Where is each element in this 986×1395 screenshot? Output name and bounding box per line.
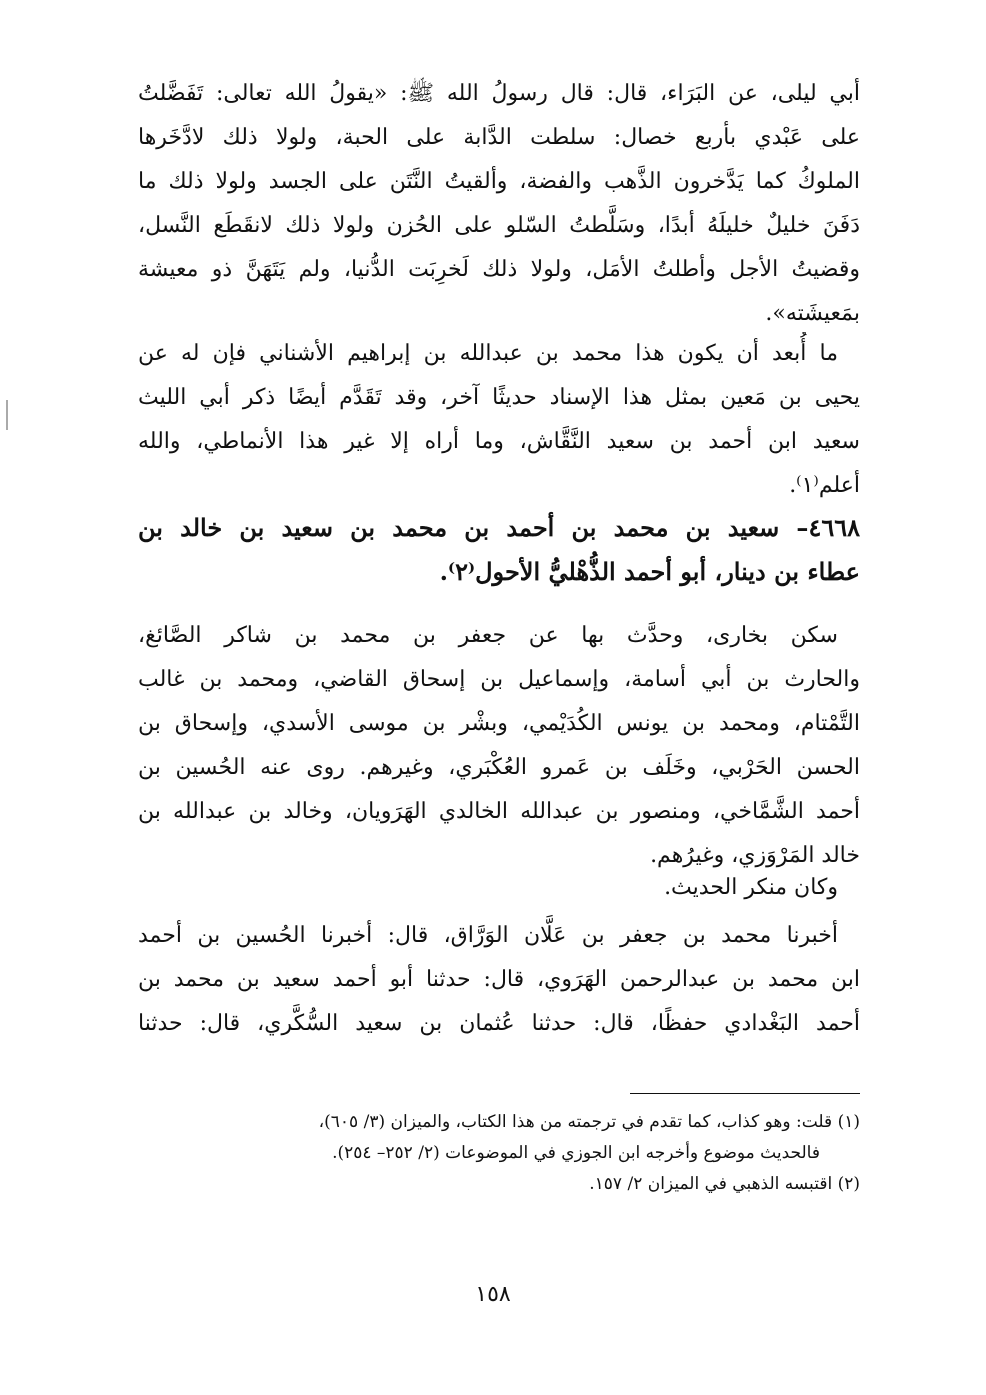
text-line: أحمد البَغْدادي حفظًا، قال: حدثنا عُثمان بن سعيد السُّكَّري، قال: حدثنا (138, 1011, 860, 1036)
footnote-text: اقتبسه الذهبي في الميزان ٢/ ١٥٧. (589, 1174, 833, 1194)
footnote-text: قلت: وهو كذاب، كما تقدم في ترجمته من هذا الكتاب، والميزان (٣/ ٦٠٥)، (318, 1112, 833, 1132)
biography-paragraph (138, 614, 860, 878)
text-line: أعلم⁽١⁾. (789, 473, 860, 498)
scan-margin-mark (6, 400, 8, 430)
text-line: أبي ليلى، عن البَرَاء، قال: قال رسولُ الله ﷺ: «يقولُ الله تعالى: تَفَضَّلتُ (138, 81, 860, 106)
footnote-separator (630, 1093, 860, 1094)
text-line: سعيد ابن أحمد بن سعيد النَّقَّاش، وما أراه إلا غير هذا الأنماطي، والله (138, 429, 860, 454)
footnote-marker: (٢) (837, 1174, 860, 1194)
text-line: على عَبْدي بأربع خصال: سلطت الدَّابة على الحبة، ولولا ذلك لادَّخَرها (138, 125, 860, 150)
text-line: دَفَنَ خليلٌ خليلَهُ أبدًا، وسَلَّطتُ السّلو على الحُزن ولولا ذلك لانقَطَع النَّسل، (138, 213, 860, 238)
footnote-2 (138, 1169, 860, 1200)
text-line: والحارث بن أبي أسامة، وإسماعيل بن إسحاق القاضي، ومحمد بن غالب (138, 667, 860, 692)
text-line: أحمد الشَّمَّاخي، ومنصور بن عبدالله الخالدي الهَرَويان، وخالد بن عبدالله بن (138, 799, 860, 824)
text-line: أخبرنا محمد بن جعفر بن عَلَّان الوَرَّاق، قال: أخبرنا الحُسين بن أحمد (138, 923, 838, 948)
footnote-marker: (١) (837, 1112, 860, 1132)
heading-line: ٤٦٦٨– سعيد بن محمد بن أحمد بن محمد بن سعيد بن خالد بن (138, 513, 860, 542)
text-line: خالد المَرْوَزي، وغيرُهم. (650, 843, 860, 868)
footnote-1 (138, 1107, 860, 1138)
footnote-1-continuation: فالحديث موضوع وأخرجه ابن الجوزي في الموضوعات (٢/ ٢٥٢– ٢٥٤). (332, 1143, 820, 1163)
commentary-paragraph (138, 332, 860, 508)
page-number: ١٥٨ (475, 1282, 511, 1307)
text-line: وقضيتُ الأجل وأطلتُ الأمَل، ولولا ذلك لَخرِبَت الدُّنيا، ولم يَتَهَنَّ ذو معيشة (138, 257, 860, 282)
hadith-paragraph (138, 72, 860, 336)
text-line: الملوكُ كما يَدَّخرون الذَّهب والفضة، وألقيتُ النَّتَن على الجسد ولولا ذلك ما (138, 169, 860, 194)
entry-heading (138, 506, 860, 594)
text-line: يحيى بن مَعين بمثل هذا الإسناد حديثًا آخر، وقد تَقَدَّم أيضًا ذكر أبي الليث (138, 385, 860, 410)
footnotes (138, 1107, 860, 1200)
text-line: الحسن الحَرْبي، وخَلَف بن عَمرو العُكْبَري، وغيرهم. روى عنه الحُسين بن (138, 755, 860, 780)
isnad-paragraph (138, 914, 860, 1046)
text-line: بمَعيشَته». (765, 301, 860, 326)
text-line: التَّمْتام، ومحمد بن يونس الكُدَيْمي، وبشْر بن موسى الأسدي، وإسحاق بن (138, 711, 860, 736)
text-line: وكان منكر الحديث. (664, 875, 838, 900)
text-line: سكن بخارى، وحدَّث بها عن جعفر بن محمد بن شاكر الصَّائغ، (138, 623, 838, 648)
heading-line: عطاء بن دينار، أبو أحمد الذُّهْليُّ الأحول⁽٢⁾. (439, 557, 860, 586)
text-line: ابن محمد بن عبدالرحمن الهَرَوي، قال: حدثنا أبو أحمد سعيد بن محمد بن (138, 967, 860, 992)
judgement-paragraph (138, 866, 860, 910)
text-line: ما أُبعد أن يكون هذا محمد بن عبدالله بن إبراهيم الأشناني فإن له عن (138, 341, 838, 366)
